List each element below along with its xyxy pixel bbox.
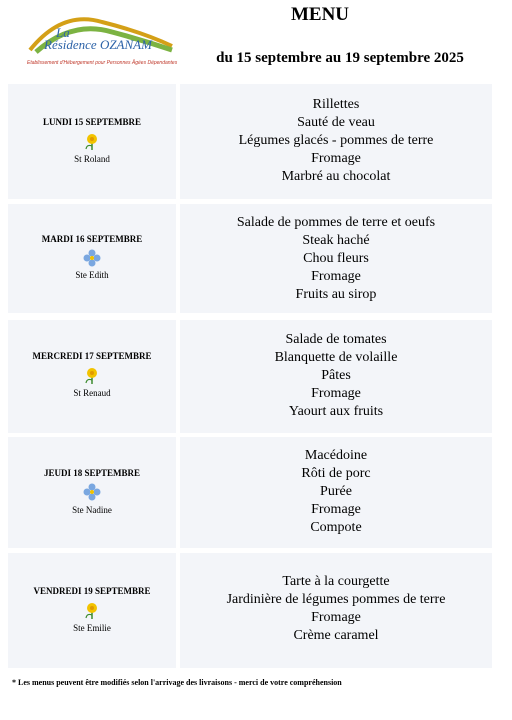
menu-item: Purée <box>320 484 352 499</box>
menu-item: Tarte à la courgette <box>282 574 390 589</box>
menu-item: Fromage <box>311 269 361 284</box>
logo-tagline: Etablissement d'Hébergement pour Personnes Âgées Dépendantes <box>27 60 178 66</box>
day-box-tuesday <box>8 204 176 313</box>
day-name: MARDI 16 SEPTEMBRE <box>41 234 143 244</box>
day-name: MERCREDI 17 SEPTEMBRE <box>32 351 152 361</box>
day-name: VENDREDI 19 SEPTEMBRE <box>33 586 151 596</box>
menu-item: Marbré au chocolat <box>281 169 391 184</box>
footnote: * Les menus peuvent être modifiés selon l'arrivage des livraisons - merci de votre compréhension <box>12 678 342 687</box>
date-range: du 15 septembre au 19 septembre 2025 <box>216 50 464 66</box>
menu-item: Steak haché <box>302 233 370 248</box>
menu-item: Pâtes <box>321 368 351 383</box>
saint-name: Ste Nadine <box>72 505 112 515</box>
menu-item: Crème caramel <box>293 628 379 643</box>
menu-item: Légumes glacés - pommes de terre <box>238 133 434 148</box>
menu-item: Sauté de veau <box>297 115 375 130</box>
menu-item: Rôti de porc <box>301 466 371 481</box>
saint-name: St Roland <box>74 154 110 164</box>
menu-box-thursday <box>180 437 492 548</box>
menu-box-tuesday <box>180 204 492 313</box>
dandelion-icon <box>82 600 102 620</box>
menu-box-wednesday <box>180 320 492 433</box>
blue-flower-icon <box>82 248 102 268</box>
menu-item: Macédoine <box>304 448 368 463</box>
saint-name: St Renaud <box>73 388 111 398</box>
menu-item: Fromage <box>311 502 361 517</box>
day-box-monday <box>8 84 176 199</box>
menu-item: Fruits au sirop <box>295 287 377 302</box>
day-box-friday <box>8 553 176 668</box>
menu-item: Fromage <box>311 386 361 401</box>
menu-item: Rillettes <box>312 97 360 112</box>
saint-name: Ste Edith <box>75 270 109 280</box>
menu-box-friday <box>180 553 492 668</box>
menu-item: Chou fleurs <box>303 251 369 266</box>
menu-item: Jardinière de légumes pommes de terre <box>226 592 446 607</box>
menu-item: Salade de pommes de terre et oeufs <box>236 215 436 230</box>
logo-la-text: La <box>56 25 70 40</box>
menu-item: Blanquette de volaille <box>274 350 398 365</box>
day-box-thursday <box>8 437 176 548</box>
page-title: MENU <box>290 4 350 25</box>
menu-item: Fromage <box>311 610 361 625</box>
menu-item: Compote <box>310 520 362 535</box>
dandelion-icon <box>82 365 102 385</box>
day-name: LUNDI 15 SEPTEMBRE <box>42 117 141 127</box>
menu-box-monday <box>180 84 492 199</box>
day-box-wednesday <box>8 320 176 433</box>
residence-logo <box>22 8 182 68</box>
menu-item: Fromage <box>311 151 361 166</box>
saint-name: Ste Emilie <box>73 623 111 633</box>
menu-item: Salade de tomates <box>285 332 387 347</box>
day-name: JEUDI 18 SEPTEMBRE <box>43 468 141 478</box>
menu-item: Yaourt aux fruits <box>288 404 384 419</box>
logo-name-text: Résidence OZANAM <box>44 37 152 52</box>
blue-flower-icon <box>82 482 102 502</box>
dandelion-icon <box>82 131 102 151</box>
